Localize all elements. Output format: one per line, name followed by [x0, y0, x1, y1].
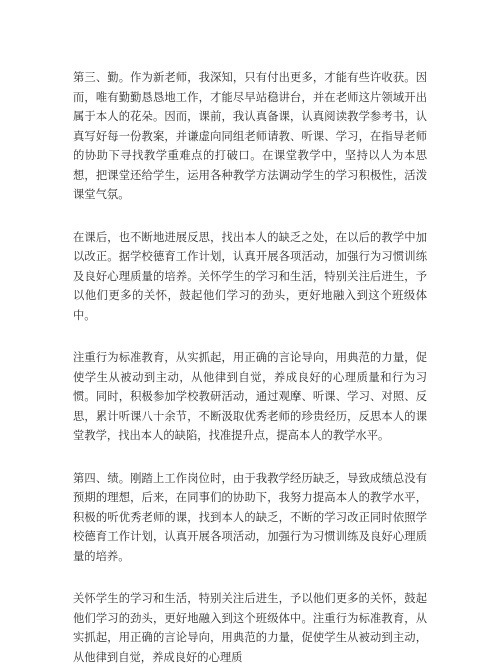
document-body — [73, 68, 427, 667]
paragraph-4: 第四、绩。刚踏上工作岗位时，由于我教学经历缺乏，导致成绩总没有预期的理想，后来，在同事们的协助下，我努力提高本人的教学水平，积极的听优秀老师的课，找到本人的缺乏，不断的学习改正同时依照学校德育工作计划，认真开展各项活动，加强行为习惯训练及良好心理质量的培养。 — [73, 471, 427, 563]
paragraph-2: 在课后，也不断地进展反思，找出本人的缺乏之处，在以后的教学中加以改正。据学校德育工作计划，认真开展各项活动，加强行为习惯训练及良好心理质量的培养。关怀学生的学习和生活，特别关注后进生，予以他们更多的关怀，鼓起他们学习的劲头，更好地融入到这个班级体中。 — [73, 230, 427, 322]
paragraph-1: 第三、勤。作为新老师，我深知，只有付出更多，才能有些许收获。因而，唯有勤勤恳恳地工作，才能尽早站稳讲台，并在老师这片领域开出属于本人的花朵。因而，课前，我认真备课，认真阅读教学参考书，认真写好每一份教案，并谦虚向同组老师请教、听课、学习，在指导老师的协助下寻找教学重难点的打破口。在课堂教学中，坚持以人为本思想，把课堂还给学生，运用各种教学方法调动学生的学习积极性，活泼课堂气氛。 — [73, 71, 427, 201]
paragraph-3: 注重行为标准教育，从实抓起，用正确的言论导向，用典范的力量，促使学生从被动到主动，从他律到自觉，养成良好的心理质量和行为习惯。同时，积极参加学校教研活动，通过观摩、听课、学习、对照、反思，累计听课八十余节，不断汲取优秀老师的珍贵经历，反思本人的课堂教学，找出本人的缺陷，找准提升点，提高本人的教学水平。 — [73, 351, 427, 442]
paragraph-5: 关怀学生的学习和生活，特别关注后进生，予以他们更多的关怀，鼓起他们学习的劲头，更好地融入到这个班级体中。注重行为标准教育，从实抓起，用正确的言论导向，用典范的力量，促使学生从被动到主动，从他律到自觉，养成良好的心理质 — [73, 592, 427, 664]
